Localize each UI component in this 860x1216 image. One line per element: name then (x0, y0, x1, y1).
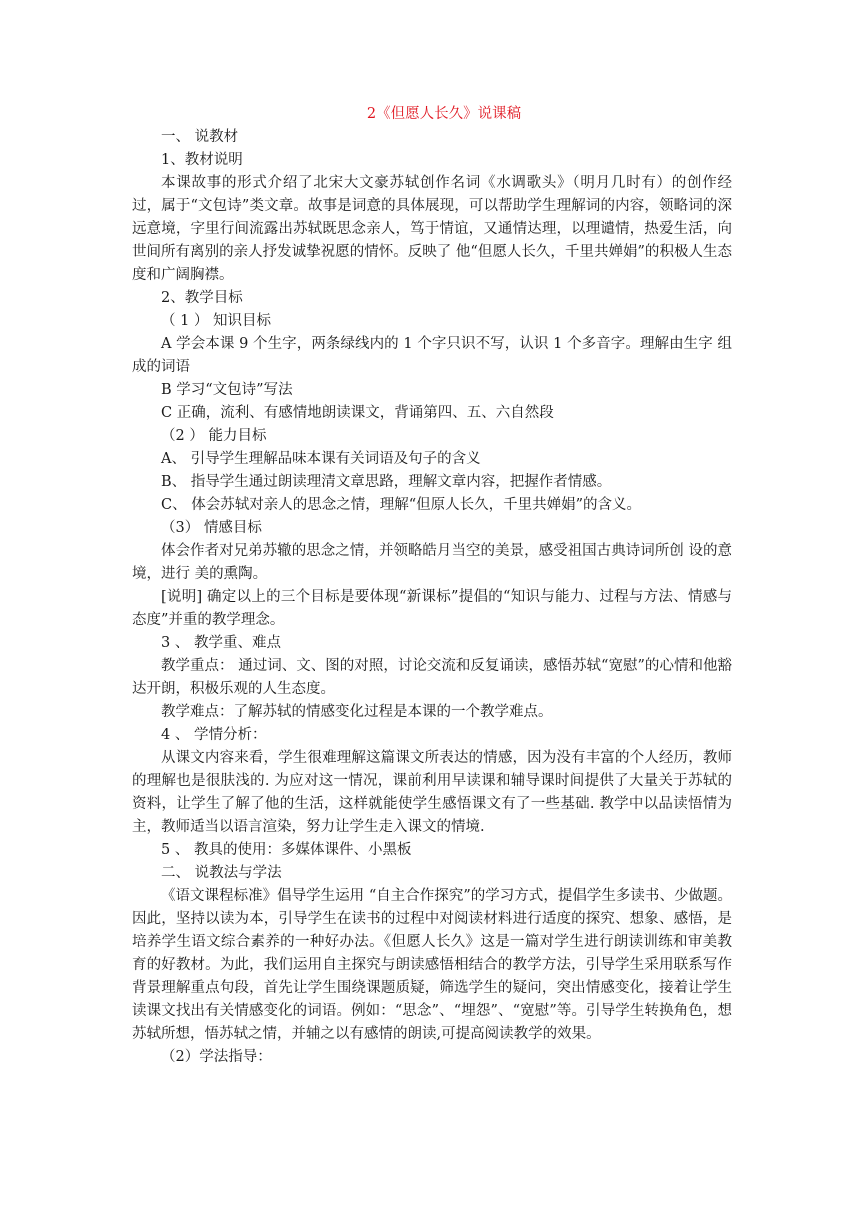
subsection-heading: 5 、 教具的使用：多媒体课件、小黑板 (161, 842, 412, 858)
goal-heading: （ 1 ） 知识目标 (161, 313, 272, 329)
document-body (132, 103, 732, 1069)
subsection-heading: 4 、 学情分析： (161, 727, 267, 743)
paragraph: A 学会本课 9 个生字，两条绿线内的 1 个字只识不写，认识 1 个多音字。理解由生字 组成的词语 (132, 336, 732, 375)
paragraph: 本课故事的形式介绍了北宋大文豪苏轼创作名词《水调歌头》（明月几时有）的创作经过，属于“文包诗”类文章。故事是词意的具体展现，可以帮助学生理解词的内容，领略词的深远意境，字里行间流露出苏轼既思念亲人，笃于情谊，又通情达理，以理谴情，热爱生活，向世间所有离别的亲人抒发诚挚祝愿的情怀。反映了 他“但愿人长久，千里共婵娟”的积极人生态度和广阔胸襟。 (132, 175, 732, 283)
paragraph: [说明] 确定以上的三个目标是要体现“新课标”提倡的“知识与能力、过程与方法、情感与态度”并重的教学理念。 (132, 589, 732, 628)
goal-heading: （2 ） 能力目标 (161, 428, 267, 444)
paragraph: 从课文内容来看，学生很难理解这篇课文所表达的情感，因为没有丰富的个人经历，教师的理解也是很肤浅的. 为应对这一情况，课前利用早读课和辅导课时间提供了大量关于苏轼的资料，让学生了解了他的生活，这样就能使学生感悟课文有了一些基础. 教学中以品读悟情为主，教师适当以语言渲染，努力让学生走入课文的情境. (132, 750, 732, 835)
list-item: C 正确，流利、有感情地朗读课文，背诵第四、五、六自然段 (161, 405, 554, 421)
subsection-heading: 1、教材说明 (161, 152, 243, 168)
list-item: A、 引导学生理解品味本课有关词语及句子的含义 (161, 451, 481, 467)
list-item: C、 体会苏轼对亲人的思念之情，理解“但原人长久，千里共婵娟”的含义。 (161, 497, 642, 513)
paragraph: 教学重点： 通过词、文、图的对照，讨论交流和反复诵读，感悟苏轼“宽慰”的心情和他豁达开朗，积极乐观的人生态度。 (132, 658, 732, 697)
subsection-heading: 2、教学目标 (161, 290, 243, 306)
list-item: B 学习“文包诗”写法 (161, 382, 293, 398)
section-heading-1: 一、 说教材 (161, 129, 239, 145)
subsection-heading: （2）学法指导： (161, 1049, 272, 1065)
paragraph: 《语文课程标准》倡导学生运用 “自主合作探究”的学习方式，提倡学生多读书、少做题。因此，坚持以读为本，引导学生在读书的过程中对阅读材料进行适度的探究、想象、感悟，是培养学生语文综合素养的一种好办法。《但愿人长久》这是一篇对学生进行朗读训练和审美教育的好教材。为此，我们运用自主探究与朗读感悟相结合的教学方法，引导学生采用联系写作背景理解重点句段，首先让学生围绕课题质疑，筛选学生的疑问，突出情感变化，接着让学生读课文找出有关情感变化的词语。例如：“思念”、“埋怨”、“宽慰”等。引导学生转换角色，想苏轼所想，悟苏轼之情，并辅之以有感情的朗读,可提高阅读教学的效果。 (132, 888, 732, 1042)
paragraph: 体会作者对兄弟苏辙的思念之情，并领略皓月当空的美景，感受祖国古典诗词所创 设的意境，进行 美的熏陶。 (132, 543, 732, 582)
list-item: B、 指导学生通过朗读理清文章思路，理解文章内容，把握作者情感。 (161, 474, 612, 490)
subsection-heading: 3 、 教学重、难点 (161, 635, 281, 651)
section-heading-2: 二、 说教法与学法 (161, 865, 282, 881)
paragraph-line: 教学难点：了解苏轼的情感变化过程是本课的一个教学难点。 (161, 704, 553, 720)
document-title: 2《但愿人长久》说课稿 (366, 106, 522, 122)
goal-heading: （3） 情感目标 (161, 520, 262, 536)
